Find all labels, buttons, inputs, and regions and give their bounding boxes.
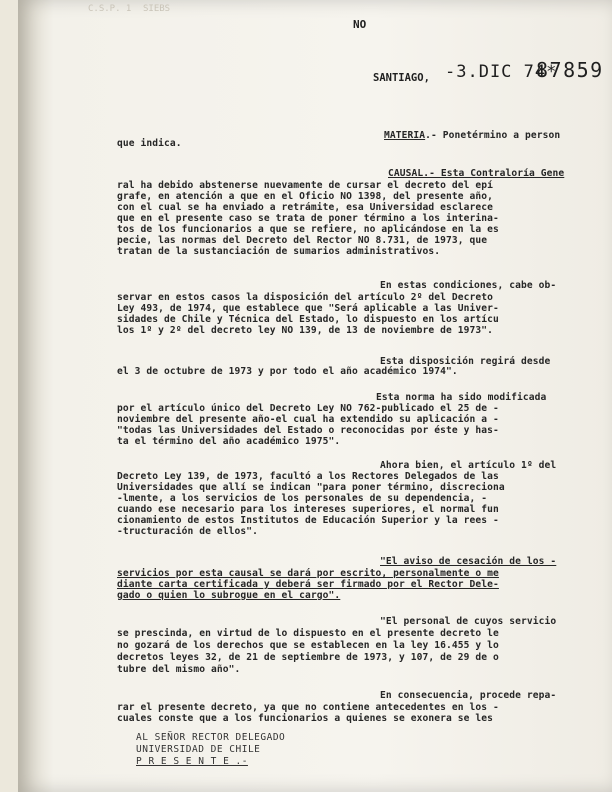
document-number-label: NO [353,18,367,31]
body-line: con el cual se ha enviado a retrámite, esa Universidad esclarece [117,202,494,213]
quote-line: diante carta certificada y deberá ser firmado por el Rector Dele- [117,579,499,590]
body-line: tratan de la sustanciación de sumarios administrativos. [117,246,441,257]
body-line: -lmente, a los servicios de los personales de su dependencia, - [117,493,488,504]
body-line: Ley 493, de 1974, que establece que "Será aplicable a las Univer- [117,303,499,314]
body-line: pecie, las normas del Decreto del Rector NO 8.731, de 1973, que [117,235,488,246]
faint-stamp: SIEBS [143,4,171,14]
addressee-line: P R E S E N T E .- [136,756,248,767]
body-line: que en el presente caso se trata de poner término a los interina- [117,213,499,224]
body-line: sidades de Chile y Técnica del Estado, lo dispuesto en los artícu [117,314,499,325]
body-line: Ahora bien, el artículo 1º del [380,460,557,471]
date-stamp: -3.DIC 74* [445,62,558,82]
body-line: los 1º y 2º del decreto ley NO 139, de 13 de noviembre de 1973". [117,325,494,336]
quote-line: servicios por esta causal se dará por escrito, personalmente o me [117,568,499,579]
quote-line: gado o quien lo subrogue en el cargo". [117,590,341,601]
body-line: no gozará de los derechos que se establecen en la ley 16.455 y lo [117,640,499,651]
document-page [18,0,612,792]
addressee-line: AL SEÑOR RECTOR DELEGADO [136,732,286,743]
body-line: noviembre del presente año-el cual ha extendido su aplicación a - [117,414,499,425]
body-line: cuales conste que a los funcionarios a quienes se exonera se les [117,713,494,724]
body-line: Universidades que allí se indican "para poner término, discreciona [117,482,505,493]
body-line: grafe, en atención a que en el Oficio NO 1398, del presente año, [117,191,494,202]
body-line: "El personal de cuyos servicio [380,616,557,627]
body-line: cuando ese necesario para los intereses superiores, el normal fun [117,504,499,515]
body-line: ral ha debido abstenerse nuevamente de cursar el decreto del epí [117,180,494,191]
materia-line [384,130,560,141]
causal-heading: CAUSAL.- Esta Contraloría Gene [388,168,565,179]
sequence-number: 87859 [536,58,604,82]
materia-label: MATERIA [384,130,426,141]
addressee-line: UNIVERSIDAD DE CHILE [136,744,261,755]
body-line: Decreto Ley 139, de 1973, facultó a los Rectores Delegados de las [117,471,499,482]
body-line: tubre del mismo año". [117,664,241,675]
faint-corner-mark: C.S.P. 1 [88,4,132,14]
body-line: servar en estos casos la disposición del artículo 2º del Decreto [117,292,494,303]
body-line: Esta norma ha sido modificada [376,392,547,403]
body-line: rar el presente decreto, ya que no contiene antecedentes en los - [117,702,499,713]
body-line: decretos leyes 32, de 21 de septiembre de 1973, y 107, de 29 de o [117,652,499,663]
body-line: el 3 de octubre de 1973 y por todo el año académico 1974". [117,366,458,377]
body-line: En estas condiciones, cabe ob- [380,280,557,291]
body-line: se prescinda, en virtud de lo dispuesto en el presente decreto le [117,628,499,639]
body-line: "todas las Universidades del Estado o reconocidas por éste y has- [117,425,499,436]
city-label: SANTIAGO, [373,72,430,84]
body-line: Esta disposición regirá desde [380,356,551,367]
body-line: En consecuencia, procede repa- [380,690,557,701]
materia-text: .- Ponetérmino a person [425,130,561,141]
quote-line: "El aviso de cesación de los - [380,556,557,567]
body-line: tos de los funcionarios a que se refiere, no aplicándose en la es [117,224,499,235]
reference-text: que indica. [117,138,182,149]
body-line: ta el término del año académico 1975". [117,436,341,447]
body-line: -tructuración de ellos". [117,526,259,537]
body-line: cionamiento de estos Institutos de Educación Superior y la rees - [117,515,499,526]
body-line: por el artículo único del Decreto Ley NO 762-publicado el 25 de - [117,403,499,414]
